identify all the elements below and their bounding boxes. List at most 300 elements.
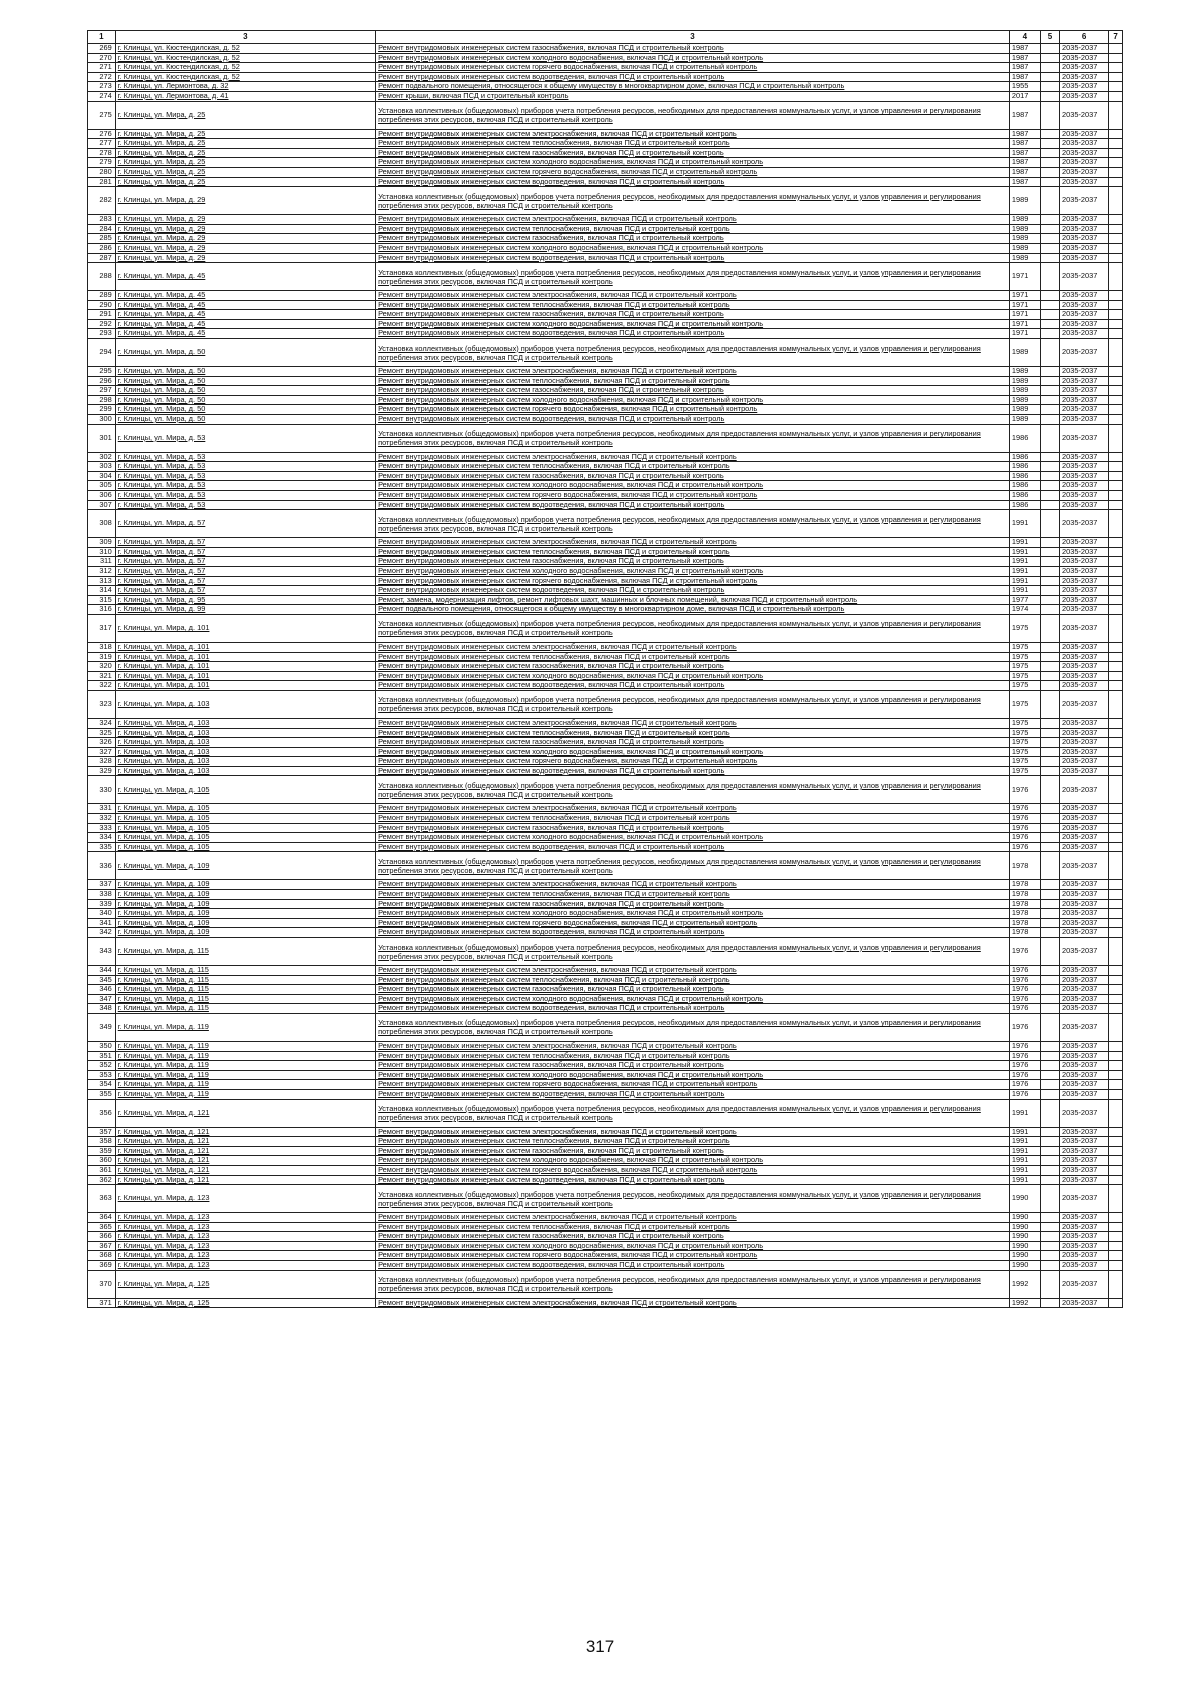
row-col-5	[1040, 662, 1059, 672]
table-row	[88, 538, 1123, 548]
row-period: 2035-2037	[1060, 1185, 1109, 1213]
row-year: 1991	[1009, 1156, 1040, 1166]
row-col-7	[1109, 1004, 1123, 1014]
row-work-description: Ремонт внутридомовых инженерных систем газоснабжения, включая ПСД и строительный контроль	[376, 234, 1010, 244]
row-work-description: Ремонт внутридомовых инженерных систем газоснабжения, включая ПСД и строительный контроль	[376, 662, 1010, 672]
table-row	[88, 367, 1123, 377]
table-row	[88, 1061, 1123, 1071]
row-address: г. Клинцы, ул. Мира, д. 103	[115, 738, 375, 748]
row-col-7	[1109, 747, 1123, 757]
table-row	[88, 1004, 1123, 1014]
row-col-7	[1109, 642, 1123, 652]
table-row	[88, 1127, 1123, 1137]
row-work-description: Установка коллективных (общедомовых) приборов учета потребления ресурсов, необходимых для предоставления коммунальных услуг, и узлов управления и регулирования потребления этих ресурсов, включая ПСД и строительный контроль	[376, 938, 1010, 966]
row-work-description: Ремонт внутридомовых инженерных систем горячего водоснабжения, включая ПСД и строительный контроль	[376, 1165, 1010, 1175]
row-address: г. Клинцы, ул. Мира, д. 25	[115, 101, 375, 129]
table-row	[88, 909, 1123, 919]
table-row	[88, 757, 1123, 767]
row-col-5	[1040, 415, 1059, 425]
row-address: г. Клинцы, ул. Мира, д. 109	[115, 909, 375, 919]
row-address: г. Клинцы, ул. Мира, д. 53	[115, 471, 375, 481]
row-work-description: Установка коллективных (общедомовых) приборов учета потребления ресурсов, необходимых для предоставления коммунальных услуг, и узлов управления и регулирования потребления этих ресурсов, включая ПСД и строительный контроль	[376, 263, 1010, 291]
row-work-description: Ремонт внутридомовых инженерных систем горячего водоснабжения, включая ПСД и строительный контроль	[376, 491, 1010, 501]
row-number: 357	[88, 1127, 116, 1137]
row-period: 2035-2037	[1060, 319, 1109, 329]
row-work-description: Ремонт внутридомовых инженерных систем холодного водоснабжения, включая ПСД и строительный контроль	[376, 909, 1010, 919]
row-col-5	[1040, 1251, 1059, 1261]
table-row	[88, 63, 1123, 73]
row-address: г. Клинцы, ул. Мира, д. 57	[115, 538, 375, 548]
row-col-7	[1109, 1051, 1123, 1061]
row-period: 2035-2037	[1060, 1004, 1109, 1014]
row-number: 310	[88, 547, 116, 557]
row-col-7	[1109, 158, 1123, 168]
row-work-description: Ремонт внутридомовых инженерных систем газоснабжения, включая ПСД и строительный контроль	[376, 1146, 1010, 1156]
row-year: 1987	[1009, 177, 1040, 187]
row-work-description: Ремонт внутридомовых инженерных систем теплоснабжения, включая ПСД и строительный контроль	[376, 1137, 1010, 1147]
row-address: г. Клинцы, ул. Кюстендилская, д. 52	[115, 44, 375, 54]
row-year: 1976	[1009, 1089, 1040, 1099]
row-col-7	[1109, 718, 1123, 728]
row-number: 297	[88, 386, 116, 396]
row-col-5	[1040, 576, 1059, 586]
row-period: 2035-2037	[1060, 44, 1109, 54]
row-number: 335	[88, 842, 116, 852]
row-period: 2035-2037	[1060, 842, 1109, 852]
row-col-7	[1109, 177, 1123, 187]
row-number: 278	[88, 148, 116, 158]
row-address: г. Клинцы, ул. Лермонтова, д. 41	[115, 91, 375, 101]
table-row	[88, 566, 1123, 576]
table-row	[88, 139, 1123, 149]
row-work-description: Ремонт внутридомовых инженерных систем водоотведения, включая ПСД и строительный контроль	[376, 842, 1010, 852]
row-work-description: Установка коллективных (общедомовых) приборов учета потребления ресурсов, необходимых для предоставления коммунальных услуг, и узлов управления и регулирования потребления этих ресурсов, включая ПСД и строительный контроль	[376, 852, 1010, 880]
row-year: 1975	[1009, 757, 1040, 767]
row-number: 269	[88, 44, 116, 54]
row-period: 2035-2037	[1060, 994, 1109, 1004]
row-period: 2035-2037	[1060, 405, 1109, 415]
row-work-description: Ремонт внутридомовых инженерных систем горячего водоснабжения, включая ПСД и строительный контроль	[376, 1251, 1010, 1261]
row-number: 283	[88, 215, 116, 225]
table-row	[88, 310, 1123, 320]
table-row	[88, 491, 1123, 501]
row-number: 277	[88, 139, 116, 149]
row-work-description: Ремонт внутридомовых инженерных систем газоснабжения, включая ПСД и строительный контроль	[376, 1061, 1010, 1071]
row-year: 1991	[1009, 586, 1040, 596]
row-address: г. Клинцы, ул. Мира, д. 123	[115, 1185, 375, 1213]
row-col-7	[1109, 319, 1123, 329]
row-address: г. Клинцы, ул. Мира, д. 50	[115, 415, 375, 425]
row-work-description: Ремонт внутридомовых инженерных систем электроснабжения, включая ПСД и строительный контроль	[376, 1127, 1010, 1137]
row-number: 325	[88, 728, 116, 738]
row-col-5	[1040, 823, 1059, 833]
row-year: 1991	[1009, 1127, 1040, 1137]
row-number: 303	[88, 462, 116, 472]
row-number: 350	[88, 1041, 116, 1051]
row-work-description: Ремонт внутридомовых инженерных систем электроснабжения, включая ПСД и строительный контроль	[376, 1298, 1010, 1308]
row-address: г. Клинцы, ул. Мира, д. 123	[115, 1213, 375, 1223]
row-year: 1991	[1009, 1165, 1040, 1175]
row-address: г. Клинцы, ул. Мира, д. 123	[115, 1251, 375, 1261]
row-period: 2035-2037	[1060, 975, 1109, 985]
row-address: г. Клинцы, ул. Кюстендилская, д. 52	[115, 63, 375, 73]
row-col-7	[1109, 452, 1123, 462]
row-work-description: Ремонт внутридомовых инженерных систем холодного водоснабжения, включая ПСД и строительный контроль	[376, 1241, 1010, 1251]
row-col-7	[1109, 1175, 1123, 1185]
row-year: 1976	[1009, 985, 1040, 995]
row-period: 2035-2037	[1060, 148, 1109, 158]
row-year: 1975	[1009, 614, 1040, 642]
row-work-description: Установка коллективных (общедомовых) приборов учета потребления ресурсов, необходимых для предоставления коммунальных услуг, и узлов управления и регулирования потребления этих ресурсов, включая ПСД и строительный контроль	[376, 614, 1010, 642]
row-period: 2035-2037	[1060, 690, 1109, 718]
row-col-5	[1040, 462, 1059, 472]
row-col-5	[1040, 424, 1059, 452]
row-number: 293	[88, 329, 116, 339]
row-work-description: Ремонт внутридомовых инженерных систем электроснабжения, включая ПСД и строительный контроль	[376, 367, 1010, 377]
row-work-description: Установка коллективных (общедомовых) приборов учета потребления ресурсов, необходимых для предоставления коммунальных услуг, и узлов управления и регулирования потребления этих ресурсов, включая ПСД и строительный контроль	[376, 690, 1010, 718]
row-address: г. Клинцы, ул. Мира, д. 53	[115, 452, 375, 462]
table-row	[88, 44, 1123, 54]
row-number: 371	[88, 1298, 116, 1308]
row-work-description: Ремонт внутридомовых инженерных систем теплоснабжения, включая ПСД и строительный контроль	[376, 1051, 1010, 1061]
row-number: 361	[88, 1165, 116, 1175]
row-work-description: Ремонт крыши, включая ПСД и строительный контроль	[376, 91, 1010, 101]
row-address: г. Клинцы, ул. Мира, д. 119	[115, 1089, 375, 1099]
row-work-description: Ремонт внутридомовых инженерных систем электроснабжения, включая ПСД и строительный контроль	[376, 1041, 1010, 1051]
row-address: г. Клинцы, ул. Мира, д. 50	[115, 367, 375, 377]
row-address: г. Клинцы, ул. Мира, д. 45	[115, 300, 375, 310]
table-row	[88, 595, 1123, 605]
row-col-5	[1040, 557, 1059, 567]
row-address: г. Клинцы, ул. Мира, д. 115	[115, 1004, 375, 1014]
row-col-5	[1040, 690, 1059, 718]
row-year: 1976	[1009, 814, 1040, 824]
row-year: 1987	[1009, 158, 1040, 168]
row-col-7	[1109, 129, 1123, 139]
row-number: 344	[88, 966, 116, 976]
row-col-7	[1109, 605, 1123, 615]
row-col-5	[1040, 909, 1059, 919]
row-work-description: Ремонт внутридомовых инженерных систем газоснабжения, включая ПСД и строительный контроль	[376, 310, 1010, 320]
table-row	[88, 728, 1123, 738]
row-year: 1989	[1009, 224, 1040, 234]
row-address: г. Клинцы, ул. Мира, д. 119	[115, 1051, 375, 1061]
row-year: 1971	[1009, 329, 1040, 339]
table-row	[88, 462, 1123, 472]
row-work-description: Ремонт внутридомовых инженерных систем водоотведения, включая ПСД и строительный контроль	[376, 500, 1010, 510]
row-address: г. Клинцы, ул. Мира, д. 115	[115, 985, 375, 995]
table-row	[88, 1241, 1123, 1251]
row-col-7	[1109, 1089, 1123, 1099]
row-col-5	[1040, 1061, 1059, 1071]
row-col-5	[1040, 985, 1059, 995]
table-row	[88, 1089, 1123, 1099]
row-address: г. Клинцы, ул. Мира, д. 103	[115, 766, 375, 776]
row-col-7	[1109, 1127, 1123, 1137]
row-period: 2035-2037	[1060, 243, 1109, 253]
row-period: 2035-2037	[1060, 177, 1109, 187]
row-year: 1987	[1009, 139, 1040, 149]
row-work-description: Ремонт внутридомовых инженерных систем электроснабжения, включая ПСД и строительный контроль	[376, 538, 1010, 548]
table-row	[88, 339, 1123, 367]
row-col-5	[1040, 804, 1059, 814]
row-col-7	[1109, 1061, 1123, 1071]
table-row	[88, 148, 1123, 158]
row-year: 1986	[1009, 424, 1040, 452]
row-col-7	[1109, 310, 1123, 320]
row-year: 1991	[1009, 576, 1040, 586]
table-row	[88, 975, 1123, 985]
row-col-5	[1040, 224, 1059, 234]
table-row	[88, 1232, 1123, 1242]
row-col-7	[1109, 253, 1123, 263]
row-col-7	[1109, 167, 1123, 177]
table-row	[88, 405, 1123, 415]
table-row	[88, 1070, 1123, 1080]
row-address: г. Клинцы, ул. Мира, д. 103	[115, 747, 375, 757]
row-col-5	[1040, 1041, 1059, 1051]
row-number: 366	[88, 1232, 116, 1242]
table-row	[88, 547, 1123, 557]
row-col-7	[1109, 1261, 1123, 1271]
row-period: 2035-2037	[1060, 339, 1109, 367]
row-col-5	[1040, 595, 1059, 605]
table-row	[88, 395, 1123, 405]
table-row	[88, 1213, 1123, 1223]
row-number: 324	[88, 718, 116, 728]
row-work-description: Ремонт внутридомовых инженерных систем горячего водоснабжения, включая ПСД и строительный контроль	[376, 167, 1010, 177]
row-col-5	[1040, 300, 1059, 310]
row-number: 369	[88, 1261, 116, 1271]
row-period: 2035-2037	[1060, 91, 1109, 101]
row-work-description: Ремонт внутридомовых инженерных систем теплоснабжения, включая ПСД и строительный контроль	[376, 224, 1010, 234]
row-period: 2035-2037	[1060, 481, 1109, 491]
row-year: 1986	[1009, 452, 1040, 462]
row-col-7	[1109, 234, 1123, 244]
row-period: 2035-2037	[1060, 82, 1109, 92]
row-col-7	[1109, 243, 1123, 253]
row-address: г. Клинцы, ул. Мира, д. 121	[115, 1165, 375, 1175]
row-col-5	[1040, 1270, 1059, 1298]
row-year: 1975	[1009, 766, 1040, 776]
row-col-5	[1040, 899, 1059, 909]
table-row	[88, 652, 1123, 662]
row-number: 307	[88, 500, 116, 510]
row-year: 1971	[1009, 291, 1040, 301]
row-col-7	[1109, 547, 1123, 557]
table-row	[88, 899, 1123, 909]
row-address: г. Клинцы, ул. Мира, д. 50	[115, 386, 375, 396]
row-work-description: Ремонт внутридомовых инженерных систем электроснабжения, включая ПСД и строительный контроль	[376, 1213, 1010, 1223]
table-row	[88, 500, 1123, 510]
row-address: г. Клинцы, ул. Мира, д. 101	[115, 652, 375, 662]
row-year: 1989	[1009, 376, 1040, 386]
row-col-5	[1040, 319, 1059, 329]
row-number: 353	[88, 1070, 116, 1080]
row-col-7	[1109, 985, 1123, 995]
row-work-description: Ремонт внутридомовых инженерных систем холодного водоснабжения, включая ПСД и строительный контроль	[376, 566, 1010, 576]
row-col-5	[1040, 1146, 1059, 1156]
row-work-description: Ремонт внутридомовых инженерных систем водоотведения, включая ПСД и строительный контроль	[376, 1175, 1010, 1185]
row-number: 280	[88, 167, 116, 177]
row-year: 1978	[1009, 880, 1040, 890]
row-col-5	[1040, 481, 1059, 491]
row-address: г. Клинцы, ул. Мира, д. 119	[115, 1080, 375, 1090]
row-address: г. Клинцы, ул. Мира, д. 57	[115, 566, 375, 576]
row-number: 336	[88, 852, 116, 880]
row-number: 352	[88, 1061, 116, 1071]
row-year: 1989	[1009, 405, 1040, 415]
table-row	[88, 471, 1123, 481]
row-col-5	[1040, 263, 1059, 291]
row-address: г. Клинцы, ул. Мира, д. 25	[115, 129, 375, 139]
row-number: 275	[88, 101, 116, 129]
row-col-5	[1040, 928, 1059, 938]
row-period: 2035-2037	[1060, 909, 1109, 919]
row-work-description: Ремонт внутридомовых инженерных систем холодного водоснабжения, включая ПСД и строительный контроль	[376, 53, 1010, 63]
table-row	[88, 880, 1123, 890]
row-period: 2035-2037	[1060, 500, 1109, 510]
row-period: 2035-2037	[1060, 671, 1109, 681]
row-col-5	[1040, 329, 1059, 339]
row-period: 2035-2037	[1060, 1051, 1109, 1061]
table-row	[88, 415, 1123, 425]
table-row	[88, 510, 1123, 538]
row-period: 2035-2037	[1060, 101, 1109, 129]
row-address: г. Клинцы, ул. Мира, д. 119	[115, 1013, 375, 1041]
row-period: 2035-2037	[1060, 376, 1109, 386]
row-year: 1989	[1009, 234, 1040, 244]
row-work-description: Ремонт внутридомовых инженерных систем газоснабжения, включая ПСД и строительный контроль	[376, 386, 1010, 396]
row-period: 2035-2037	[1060, 491, 1109, 501]
row-col-5	[1040, 966, 1059, 976]
row-address: г. Клинцы, ул. Мира, д. 105	[115, 842, 375, 852]
row-col-7	[1109, 880, 1123, 890]
row-address: г. Клинцы, ул. Мира, д. 109	[115, 880, 375, 890]
row-period: 2035-2037	[1060, 1146, 1109, 1156]
row-period: 2035-2037	[1060, 928, 1109, 938]
row-address: г. Клинцы, ул. Мира, д. 50	[115, 376, 375, 386]
row-col-5	[1040, 177, 1059, 187]
row-col-5	[1040, 1080, 1059, 1090]
row-number: 317	[88, 614, 116, 642]
row-year: 1990	[1009, 1251, 1040, 1261]
row-period: 2035-2037	[1060, 938, 1109, 966]
row-number: 345	[88, 975, 116, 985]
row-work-description: Ремонт внутридомовых инженерных систем теплоснабжения, включая ПСД и строительный контроль	[376, 462, 1010, 472]
table-row	[88, 243, 1123, 253]
row-col-5	[1040, 1004, 1059, 1014]
table-row	[88, 177, 1123, 187]
row-number: 279	[88, 158, 116, 168]
row-period: 2035-2037	[1060, 510, 1109, 538]
row-year: 1975	[1009, 718, 1040, 728]
row-col-5	[1040, 63, 1059, 73]
row-year: 1990	[1009, 1261, 1040, 1271]
row-col-7	[1109, 1146, 1123, 1156]
row-col-5	[1040, 671, 1059, 681]
row-number: 298	[88, 395, 116, 405]
table-row	[88, 1185, 1123, 1213]
row-col-5	[1040, 852, 1059, 880]
table-row	[88, 671, 1123, 681]
table-row	[88, 614, 1123, 642]
row-col-5	[1040, 291, 1059, 301]
row-work-description: Ремонт внутридомовых инженерных систем водоотведения, включая ПСД и строительный контроль	[376, 1089, 1010, 1099]
row-number: 346	[88, 985, 116, 995]
table-row	[88, 852, 1123, 880]
row-col-5	[1040, 1156, 1059, 1166]
row-year: 1986	[1009, 500, 1040, 510]
table-row	[88, 1156, 1123, 1166]
row-work-description: Ремонт внутридомовых инженерных систем газоснабжения, включая ПСД и строительный контроль	[376, 148, 1010, 158]
row-col-7	[1109, 1137, 1123, 1147]
table-row	[88, 690, 1123, 718]
row-number: 290	[88, 300, 116, 310]
row-col-5	[1040, 747, 1059, 757]
page-number: 317	[585, 1637, 615, 1656]
row-col-7	[1109, 1080, 1123, 1090]
row-col-5	[1040, 586, 1059, 596]
row-col-7	[1109, 595, 1123, 605]
table-row	[88, 224, 1123, 234]
row-number: 316	[88, 605, 116, 615]
table-row	[88, 1175, 1123, 1185]
row-col-5	[1040, 53, 1059, 63]
row-year: 1974	[1009, 605, 1040, 615]
row-col-7	[1109, 1185, 1123, 1213]
row-number: 285	[88, 234, 116, 244]
table-row	[88, 1261, 1123, 1271]
row-number: 348	[88, 1004, 116, 1014]
row-year: 1976	[1009, 833, 1040, 843]
row-year: 1977	[1009, 595, 1040, 605]
table-row	[88, 928, 1123, 938]
row-col-5	[1040, 1222, 1059, 1232]
row-address: г. Клинцы, ул. Мира, д. 25	[115, 139, 375, 149]
row-year: 1991	[1009, 510, 1040, 538]
row-number: 311	[88, 557, 116, 567]
row-number: 354	[88, 1080, 116, 1090]
row-year: 1989	[1009, 253, 1040, 263]
row-col-7	[1109, 148, 1123, 158]
row-col-7	[1109, 91, 1123, 101]
row-address: г. Клинцы, ул. Мира, д. 125	[115, 1270, 375, 1298]
row-work-description: Ремонт внутридомовых инженерных систем горячего водоснабжения, включая ПСД и строительный контроль	[376, 1080, 1010, 1090]
table-row	[88, 766, 1123, 776]
row-col-5	[1040, 148, 1059, 158]
row-col-5	[1040, 757, 1059, 767]
row-col-7	[1109, 890, 1123, 900]
row-year: 1971	[1009, 300, 1040, 310]
table-row	[88, 747, 1123, 757]
row-year: 1987	[1009, 63, 1040, 73]
table-row	[88, 738, 1123, 748]
row-number: 302	[88, 452, 116, 462]
row-period: 2035-2037	[1060, 1251, 1109, 1261]
row-number: 351	[88, 1051, 116, 1061]
row-period: 2035-2037	[1060, 167, 1109, 177]
table-row	[88, 263, 1123, 291]
row-work-description: Ремонт внутридомовых инженерных систем электроснабжения, включая ПСД и строительный контроль	[376, 215, 1010, 225]
row-period: 2035-2037	[1060, 1175, 1109, 1185]
row-address: г. Клинцы, ул. Мира, д. 57	[115, 510, 375, 538]
row-period: 2035-2037	[1060, 804, 1109, 814]
row-period: 2035-2037	[1060, 852, 1109, 880]
row-col-7	[1109, 424, 1123, 452]
row-col-7	[1109, 1270, 1123, 1298]
row-period: 2035-2037	[1060, 471, 1109, 481]
